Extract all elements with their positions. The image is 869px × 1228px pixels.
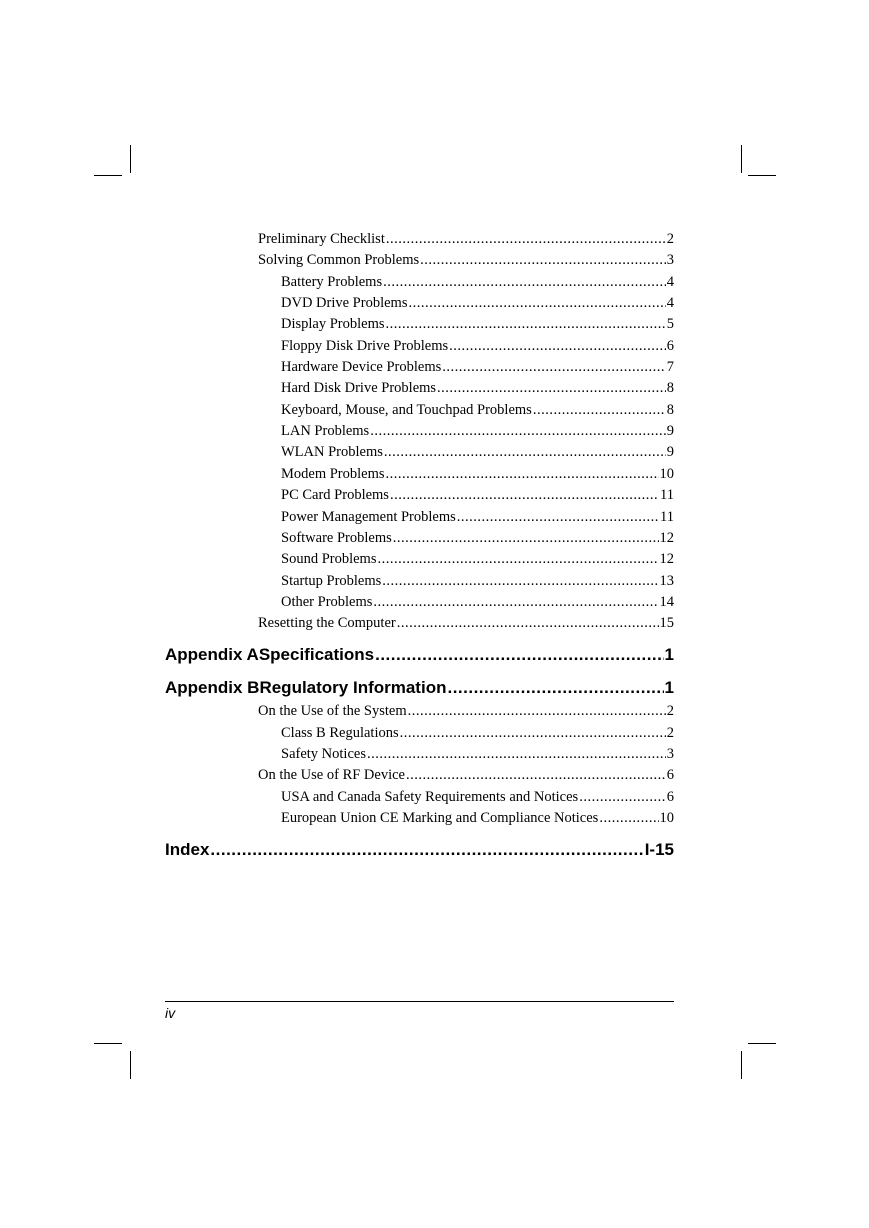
toc-heading-label: Appendix A xyxy=(165,645,259,664)
toc-heading-appendix-b[interactable] xyxy=(165,678,674,702)
toc-entry-title: Class B Regulations xyxy=(281,725,399,741)
toc-entry-page: 10 xyxy=(659,466,674,482)
toc-entry-page: 11 xyxy=(660,509,674,525)
toc-entry[interactable] xyxy=(281,530,674,550)
toc-entry-page: 15 xyxy=(659,615,674,631)
toc-entry[interactable] xyxy=(281,810,674,830)
toc-entry[interactable] xyxy=(281,487,674,507)
toc-entry-page: 8 xyxy=(666,380,674,396)
toc-entry-title: Hard Disk Drive Problems xyxy=(281,380,437,396)
toc-entry-title: Software Problems xyxy=(281,530,392,546)
toc-entry[interactable] xyxy=(281,359,674,379)
toc-entry-page: 9 xyxy=(666,444,674,460)
toc-entry-title: Solving Common Problems xyxy=(258,252,420,268)
toc-entry-title: Preliminary Checklist xyxy=(258,231,385,247)
toc-entry-title: DVD Drive Problems xyxy=(281,295,408,311)
toc-entry-page: 6 xyxy=(666,767,674,783)
toc-entry-title: USA and Canada Safety Requirements and Notices xyxy=(281,789,579,805)
toc-heading-label: Index xyxy=(165,840,210,859)
toc-entry[interactable] xyxy=(281,423,674,443)
toc-entry[interactable] xyxy=(258,703,674,723)
toc-heading-appendix-a[interactable] xyxy=(165,645,674,669)
toc-entry[interactable] xyxy=(258,767,674,787)
toc-entry[interactable] xyxy=(281,295,674,315)
toc-entry-page: 12 xyxy=(659,551,674,567)
toc-entry-page: 4 xyxy=(666,274,674,290)
toc-entry-title: Keyboard, Mouse, and Touchpad Problems xyxy=(281,402,532,418)
toc-entry-title: Floppy Disk Drive Problems xyxy=(281,338,449,354)
toc-entry-title: Startup Problems xyxy=(281,573,382,589)
toc-entry[interactable] xyxy=(281,725,674,745)
toc-entry[interactable] xyxy=(281,402,674,422)
toc-heading-title: Specifications xyxy=(258,645,375,664)
crop-mark xyxy=(748,175,776,176)
toc-entry-title: Modem Problems xyxy=(281,466,385,482)
toc-entry-title: Power Management Problems xyxy=(281,509,456,525)
toc-entry-page: 2 xyxy=(666,725,674,741)
toc-entry[interactable] xyxy=(281,746,674,766)
toc-entry[interactable] xyxy=(258,615,674,635)
crop-mark xyxy=(741,145,742,173)
toc-entry-title: On the Use of the System xyxy=(258,703,407,719)
toc-entry-page: 11 xyxy=(660,487,674,503)
toc-entry-title: Sound Problems xyxy=(281,551,377,567)
crop-mark xyxy=(130,145,131,173)
toc-entry[interactable] xyxy=(281,789,674,809)
toc-entry-page: 2 xyxy=(666,703,674,719)
toc-entry-page: 3 xyxy=(666,252,674,268)
toc-entry-title: LAN Problems xyxy=(281,423,370,439)
toc-entry[interactable] xyxy=(281,594,674,614)
toc-entry-title: Resetting the Computer xyxy=(258,615,396,631)
toc-entry[interactable] xyxy=(281,509,674,529)
toc-entry-title: Battery Problems xyxy=(281,274,383,290)
crop-mark xyxy=(748,1043,776,1044)
toc-entry[interactable] xyxy=(281,444,674,464)
toc-entry[interactable] xyxy=(281,380,674,400)
crop-mark xyxy=(94,175,122,176)
toc-entry[interactable] xyxy=(281,551,674,571)
toc-entry-title: Display Problems xyxy=(281,316,385,332)
toc-heading-page: I-15 xyxy=(644,840,674,859)
crop-mark xyxy=(130,1051,131,1079)
toc-entry-title: WLAN Problems xyxy=(281,444,383,460)
toc-entry[interactable] xyxy=(281,316,674,336)
toc-heading-label: Appendix B xyxy=(165,678,260,697)
toc-entry-page: 12 xyxy=(659,530,674,546)
toc-entry[interactable] xyxy=(281,338,674,358)
toc-entry-page: 2 xyxy=(666,231,674,247)
toc-entry-page: 3 xyxy=(666,746,674,762)
toc-entry-title: Hardware Device Problems xyxy=(281,359,442,375)
toc-entry-title: PC Card Problems xyxy=(281,487,389,503)
toc-entry-page: 10 xyxy=(659,810,674,826)
toc-entry-page: 14 xyxy=(659,594,674,610)
toc-entry[interactable] xyxy=(281,573,674,593)
footer-rule xyxy=(165,1001,674,1002)
toc-heading-index[interactable] xyxy=(165,840,674,864)
toc-entry-title: Other Problems xyxy=(281,594,373,610)
toc-entry-page: 8 xyxy=(666,402,674,418)
toc-entry-page: 13 xyxy=(659,573,674,589)
toc-entry[interactable] xyxy=(258,231,674,251)
toc-entry-page: 4 xyxy=(666,295,674,311)
toc-entry-page: 5 xyxy=(666,316,674,332)
toc-entry[interactable] xyxy=(281,466,674,486)
toc-entry-page: 9 xyxy=(666,423,674,439)
crop-mark xyxy=(741,1051,742,1079)
toc-entry[interactable] xyxy=(281,274,674,294)
toc-entry-page: 6 xyxy=(666,338,674,354)
page-number: iv xyxy=(165,1005,176,1021)
toc-entry-title: On the Use of RF Device xyxy=(258,767,405,783)
toc-heading-page: 1 xyxy=(664,678,674,697)
toc-entry[interactable] xyxy=(258,252,674,272)
crop-mark xyxy=(94,1043,122,1044)
toc-entry-page: 7 xyxy=(666,359,674,375)
toc-heading-page: 1 xyxy=(664,645,674,664)
toc-heading-title: Regulatory Information xyxy=(259,678,447,697)
toc-entry-title: European Union CE Marking and Compliance Notices xyxy=(281,810,599,826)
toc-entry-title: Safety Notices xyxy=(281,746,366,762)
toc-entry-page: 6 xyxy=(666,789,674,805)
